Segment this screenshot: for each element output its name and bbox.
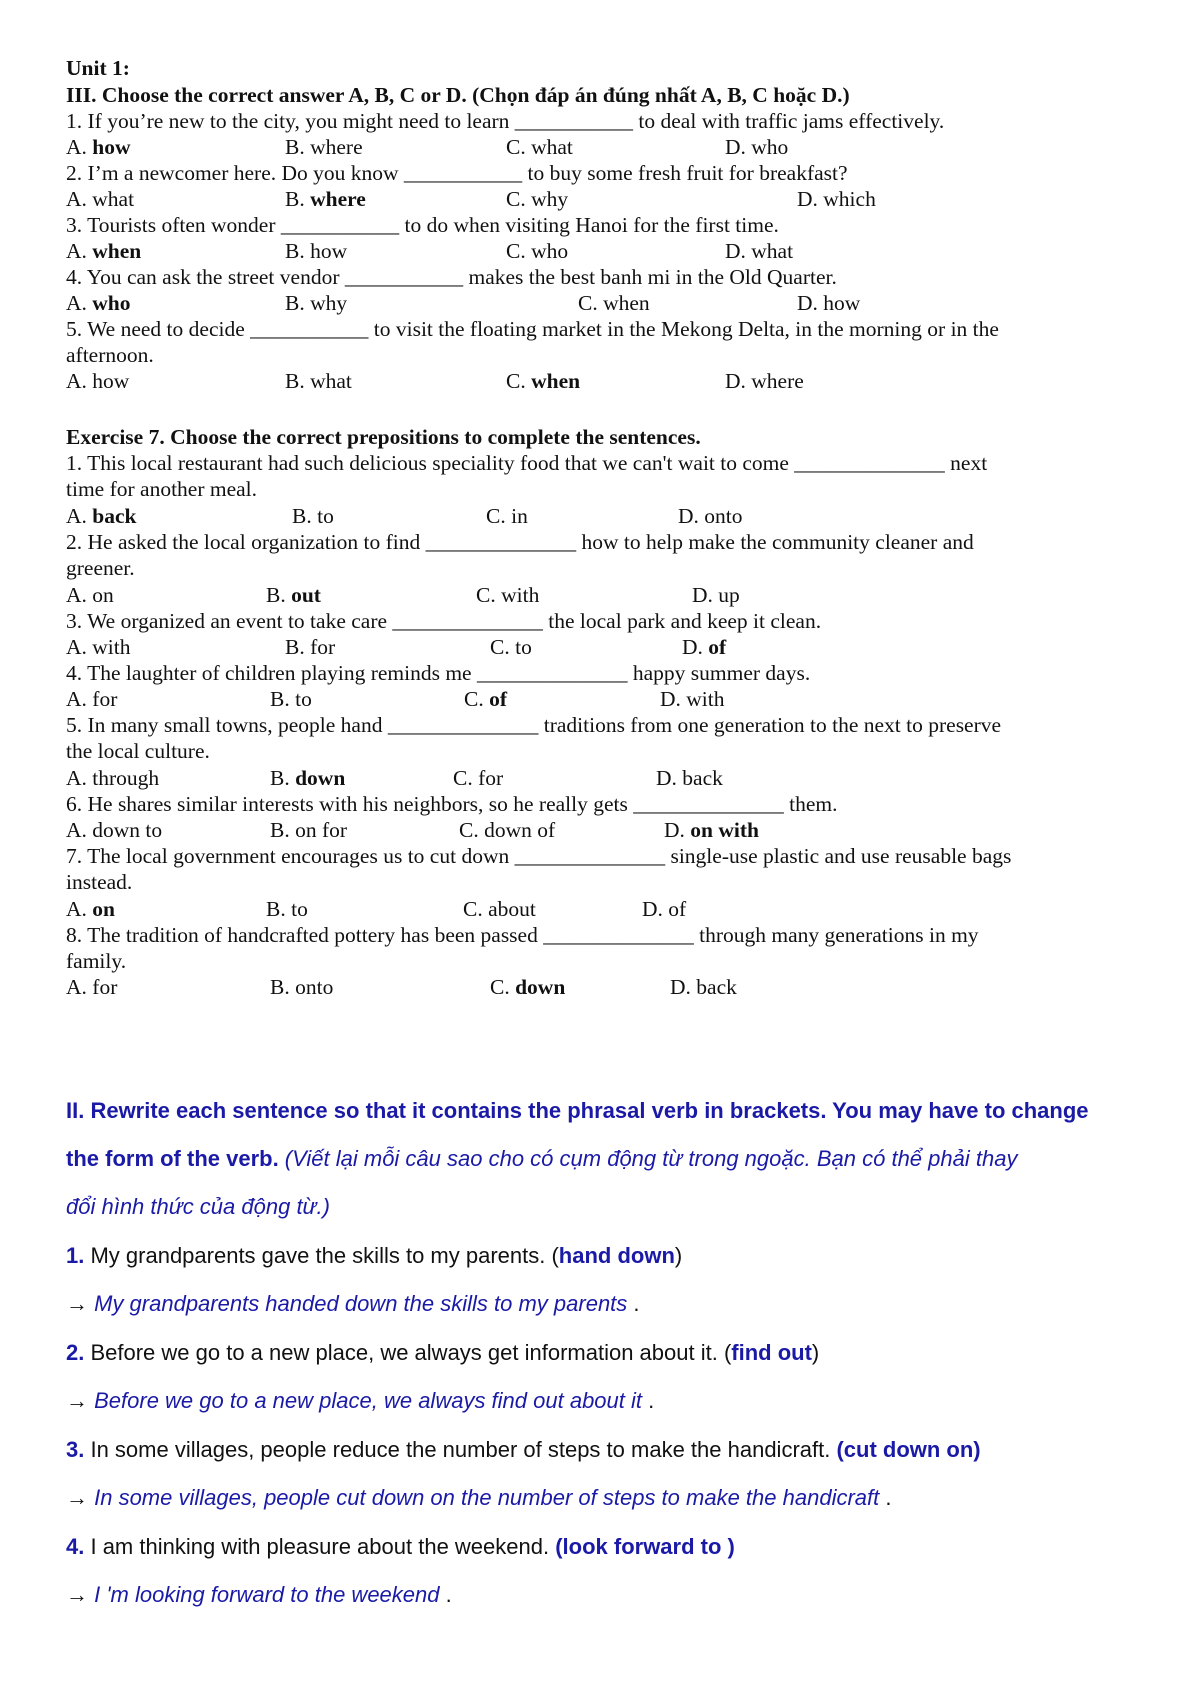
question-text-continued: time for another meal.: [66, 477, 258, 501]
option-b: B. where: [285, 187, 366, 211]
exercise-7-heading: Exercise 7. Choose the correct prepositions to complete the sentences.: [66, 425, 701, 449]
question-text-continued: greener.: [66, 556, 135, 580]
arrow-icon: →: [66, 1485, 88, 1510]
arrow-icon: →: [66, 1291, 88, 1316]
option-b: B. out: [266, 583, 321, 607]
question-text: 3. Tourists often wonder ___________ to do when visiting Hanoi for the first time.: [66, 213, 779, 237]
option-b: B. for: [285, 635, 336, 659]
option-b: B. why: [285, 291, 348, 315]
question-text: 4. The laughter of children playing reminds me ______________ happy summer days.: [66, 661, 811, 685]
option-c: C. for: [453, 766, 504, 790]
option-c: C. what: [506, 135, 573, 159]
option-c: C. down: [490, 975, 566, 999]
option-c: C. in: [486, 504, 528, 528]
rewrite-answer: → Before we go to a new place, we always find out about it .: [66, 1388, 655, 1413]
rewrite-item: 4. I am thinking with pleasure about the weekend. (look forward to ): [66, 1534, 735, 1559]
option-b: B. what: [285, 369, 352, 393]
question-text-continued: family.: [66, 949, 127, 973]
option-c: C. to: [490, 635, 532, 659]
option-a: A. for: [66, 687, 118, 711]
rewrite-item: 1. My grandparents gave the skills to my parents. (hand down): [66, 1243, 683, 1268]
option-d: D. how: [797, 291, 861, 315]
section-ii-heading-line-1: II. Rewrite each sentence so that it contains the phrasal verb in brackets. You may have to change: [66, 1098, 1089, 1123]
option-c: C. who: [506, 239, 569, 263]
option-d: D. with: [660, 687, 725, 711]
section-ii-heading-line-2: the form of the verb. (Viết lại mỗi câu sao cho có cụm động từ trong ngoặc. Bạn có thể phải thay: [66, 1146, 1018, 1171]
question-text: 5. We need to decide ___________ to visit the floating market in the Mekong Delta, in the morning or in the: [66, 317, 999, 341]
option-a: A. down to: [66, 818, 163, 842]
option-b: B. to: [270, 687, 312, 711]
option-b: B. how: [285, 239, 348, 263]
option-d: D. onto: [678, 504, 743, 528]
option-c: C. down of: [459, 818, 556, 842]
option-d: D. which: [797, 187, 876, 211]
option-d: D. where: [725, 369, 804, 393]
rewrite-item: 3. In some villages, people reduce the number of steps to make the handicraft. (cut down on): [66, 1437, 981, 1462]
question-text: 2. I’m a newcomer here. Do you know ___________ to buy some fresh fruit for breakfast?: [66, 161, 848, 185]
option-a: A. what: [66, 187, 135, 211]
option-d: D. of: [642, 897, 687, 921]
question-text: 1. This local restaurant had such delicious speciality food that we can't wait to come ______________ next: [66, 451, 988, 475]
rewrite-answer: → I 'm looking forward to the weekend .: [66, 1582, 452, 1607]
option-c: C. with: [476, 583, 540, 607]
option-d: D. who: [725, 135, 789, 159]
question-text-continued: the local culture.: [66, 739, 210, 763]
option-a: A. who: [66, 291, 131, 315]
option-b: B. onto: [270, 975, 334, 999]
option-b: B. to: [266, 897, 308, 921]
option-a: A. on: [66, 583, 114, 607]
option-d: D. back: [670, 975, 737, 999]
question-text: 6. He shares similar interests with his neighbors, so he really gets ______________ them.: [66, 792, 838, 816]
option-c: C. about: [463, 897, 536, 921]
option-c: C. when: [506, 369, 581, 393]
option-b: B. on for: [270, 818, 348, 842]
option-b: B. down: [270, 766, 346, 790]
option-d: D. on with: [664, 818, 759, 842]
arrow-icon: →: [66, 1388, 88, 1413]
option-c: C. why: [506, 187, 569, 211]
option-d: D. of: [682, 635, 727, 659]
question-text-continued: instead.: [66, 870, 133, 894]
option-a: A. how: [66, 369, 130, 393]
option-a: A. back: [66, 504, 137, 528]
arrow-icon: →: [66, 1582, 88, 1607]
question-text: 8. The tradition of handcrafted pottery has been passed ______________ through many generations in my: [66, 923, 979, 947]
option-d: D. up: [692, 583, 740, 607]
question-text: 1. If you’re new to the city, you might need to learn ___________ to deal with traffic jams effectively.: [66, 109, 945, 133]
question-text: 2. He asked the local organization to find ______________ how to help make the community cleaner and: [66, 530, 974, 554]
option-c: C. of: [464, 687, 508, 711]
option-c: C. when: [578, 291, 650, 315]
option-a: A. through: [66, 766, 160, 790]
rewrite-answer: → My grandparents handed down the skills to my parents .: [66, 1291, 640, 1316]
option-a: A. on: [66, 897, 115, 921]
option-b: B. to: [292, 504, 334, 528]
unit-title: Unit 1:: [66, 56, 130, 80]
question-text-continued: afternoon.: [66, 343, 154, 367]
option-a: A. how: [66, 135, 131, 159]
option-a: A. when: [66, 239, 142, 263]
question-text: 3. We organized an event to take care ______________ the local park and keep it clean.: [66, 609, 822, 633]
rewrite-item: 2. Before we go to a new place, we always get information about it. (find out): [66, 1340, 820, 1365]
question-text: 5. In many small towns, people hand ______________ traditions from one generation to the next to preserve: [66, 713, 1002, 737]
option-a: A. for: [66, 975, 118, 999]
section-iii-heading: III. Choose the correct answer A, B, C or D. (Chọn đáp án đúng nhất A, B, C hoặc D.): [66, 83, 850, 107]
question-text: 4. You can ask the street vendor ___________ makes the best banh mi in the Old Quarter.: [66, 265, 837, 289]
question-text: 7. The local government encourages us to cut down ______________ single-use plastic and use reusable bags: [66, 844, 1012, 868]
option-b: B. where: [285, 135, 363, 159]
rewrite-answer: → In some villages, people cut down on the number of steps to make the handicraft .: [66, 1485, 892, 1510]
section-ii-heading-line-3: đổi hình thức của động từ.): [66, 1194, 330, 1219]
option-a: A. with: [66, 635, 131, 659]
option-d: D. what: [725, 239, 794, 263]
option-d: D. back: [656, 766, 723, 790]
